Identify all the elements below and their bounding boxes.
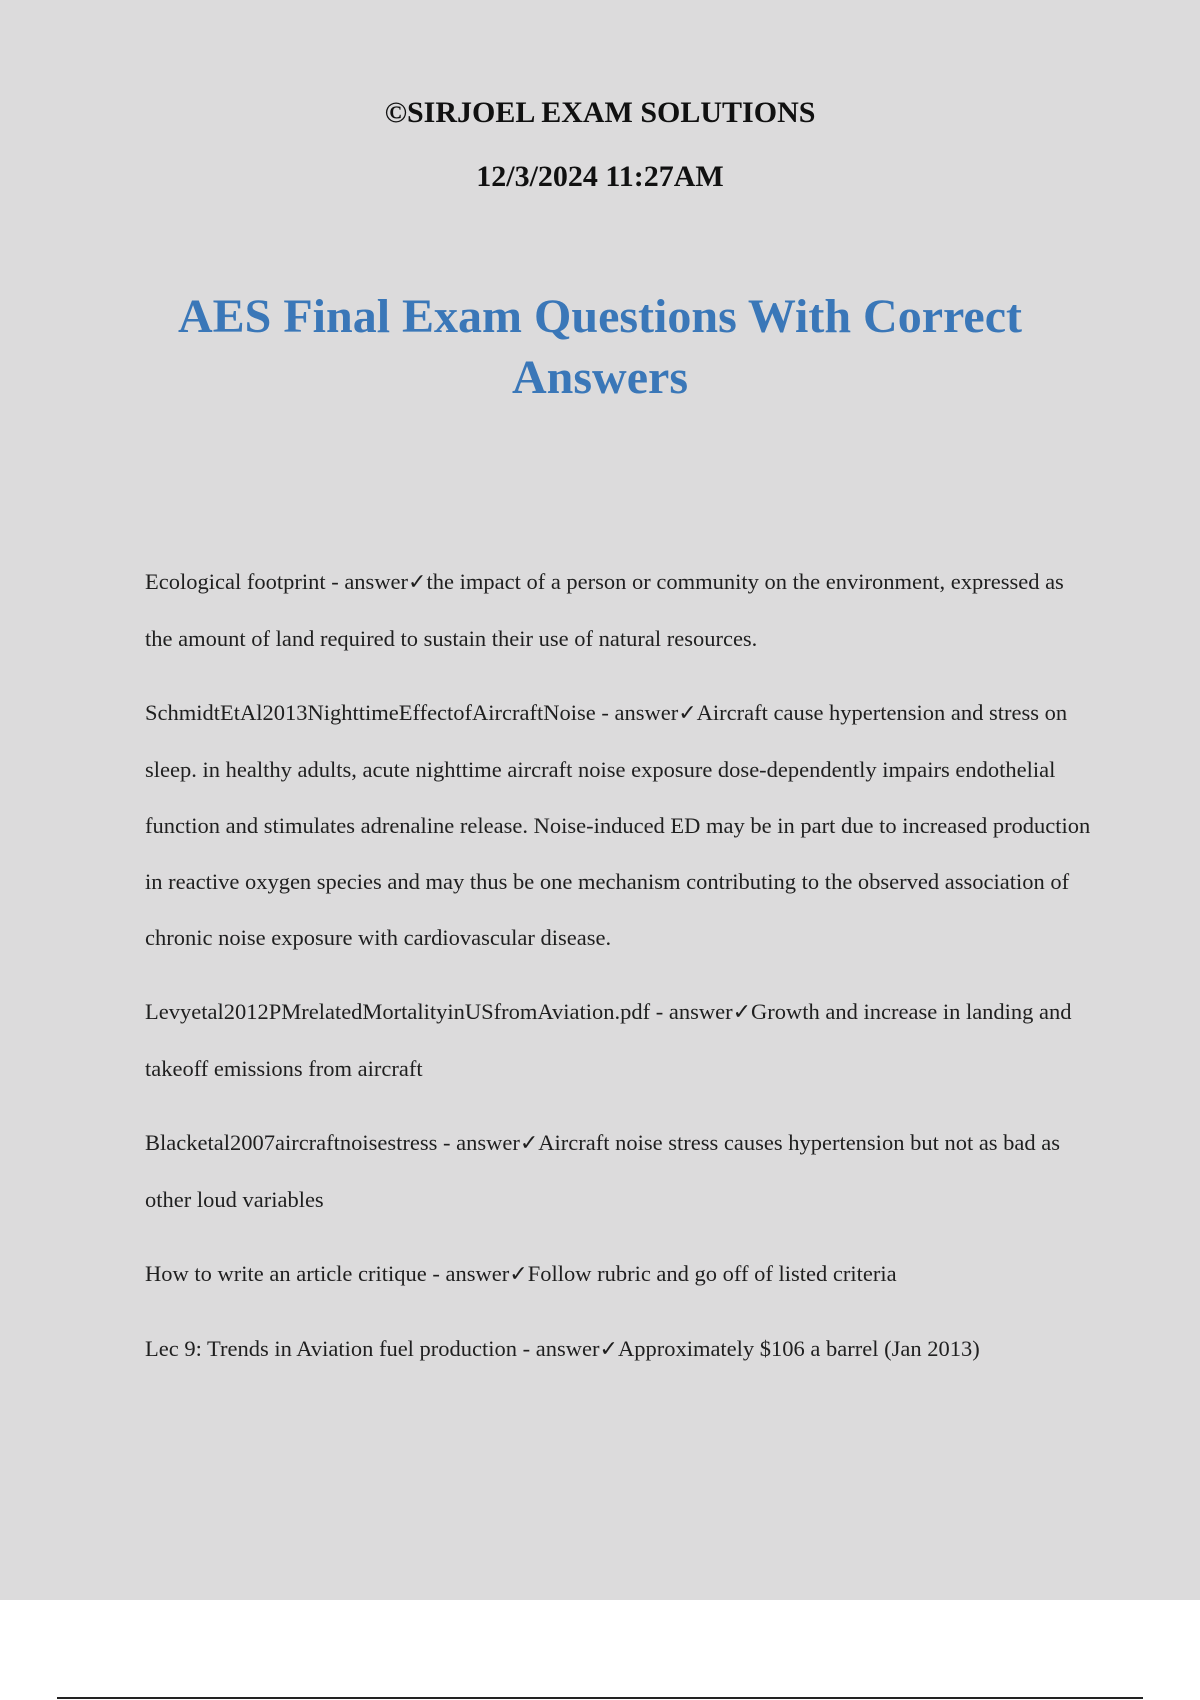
- qa-list: [145, 554, 1095, 1396]
- qa-item: [145, 984, 1095, 1097]
- question-text: SchmidtEtAl2013NighttimeEffectofAircraftNoise: [145, 700, 596, 725]
- qa-item: [145, 1321, 1095, 1378]
- qa-item: [145, 554, 1095, 667]
- answer-text: Follow rubric and go off of listed criteria: [527, 1261, 897, 1286]
- answer-text: Aircraft cause hypertension and stress on sleep. in healthy adults, acute nighttime aircraft noise exposure dose-dependently impairs endothelial function and stimulates adrenaline release. Noise-induced ED may be in part due to increased production in reactive oxygen species and may thus be one mechanism contributing to the observed association of chronic noise exposure with cardiovascular disease.: [145, 700, 1091, 950]
- check-icon: ✓: [509, 1262, 528, 1287]
- qa-item: [145, 1246, 1095, 1303]
- answer-separator: - answer: [426, 1261, 510, 1286]
- qa-item: [145, 685, 1095, 966]
- answer-separator: - answer: [517, 1336, 600, 1361]
- answer-text: Growth and increase in landing and takeoff emissions from aircraft: [145, 999, 1072, 1081]
- footer-divider: [57, 1697, 1143, 1699]
- check-icon: ✓: [678, 701, 697, 726]
- answer-text: Approximately $106 a barrel (Jan 2013): [617, 1336, 980, 1361]
- answer-separator: - answer: [325, 569, 409, 594]
- question-text: Ecological footprint: [145, 569, 326, 594]
- question-text: Lec 9: Trends in Aviation fuel production: [145, 1336, 518, 1361]
- qa-item: [145, 1115, 1095, 1228]
- date-header: 12/3/2024 11:27AM: [476, 160, 724, 193]
- question-text: Levyetal2012PMrelatedMortalityinUSfromAviation.pdf: [145, 999, 651, 1024]
- answer-text: the impact of a person or community on the environment, expressed as the amount of land required to sustain their use of natural resources.: [145, 569, 1064, 651]
- document-title: AES Final Exam Questions With Correct Answers: [177, 290, 1023, 404]
- check-icon: ✓: [599, 1337, 618, 1362]
- answer-separator: - answer: [650, 999, 733, 1024]
- check-icon: ✓: [519, 1131, 539, 1156]
- answer-separator: - answer: [437, 1130, 520, 1155]
- question-text: Blacketal2007aircraftnoisestress: [145, 1130, 438, 1155]
- answer-separator: - answer: [595, 700, 679, 725]
- check-icon: ✓: [408, 570, 427, 595]
- question-text: How to write an article critique: [145, 1261, 427, 1286]
- check-icon: ✓: [732, 1000, 752, 1025]
- answer-text: Aircraft noise stress causes hypertension but not as bad as other loud variables: [145, 1130, 1061, 1212]
- company-header: ©SIRJOEL EXAM SOLUTIONS: [384, 96, 816, 129]
